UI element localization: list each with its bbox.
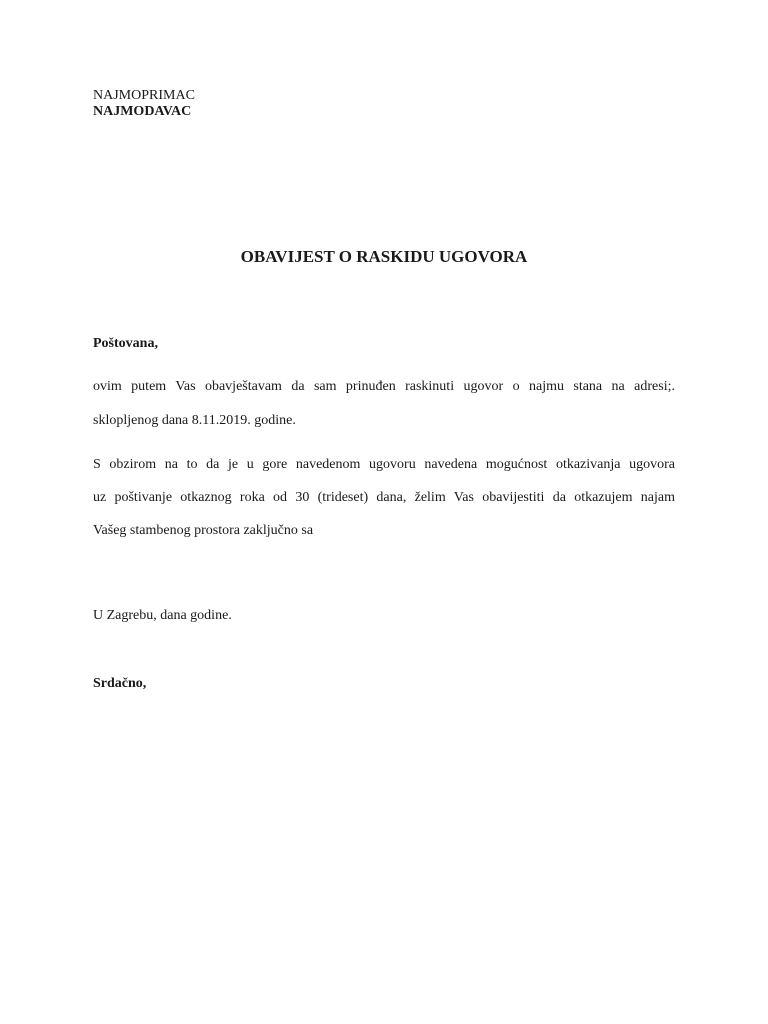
paragraph1-line2: sklopljenog dana 8.11.2019. godine. — [93, 413, 296, 428]
paragraph2-line2: uz poštivanje otkaznog roka od 30 (trideset) dana, želim Vas obavijestiti da otkazujem najam — [93, 490, 675, 505]
recipient-label: NAJMOPRIMAC — [93, 88, 195, 103]
closing: Srdačno, — [93, 676, 147, 691]
salutation: Poštovana, — [93, 336, 158, 351]
sender-label: NAJMODAVAC — [93, 104, 192, 119]
paragraph2-line3: Vašeg stambenog prostora zaključno sa — [93, 523, 314, 538]
place-date: U Zagrebu, dana godine. — [93, 608, 232, 623]
paragraph1-line1: ovim putem Vas obavještavam da sam prinuđen raskinuti ugovor o najmu stana na adresi;. — [93, 379, 675, 394]
document-title: OBAVIJEST O RASKIDU UGOVORA — [240, 247, 528, 266]
paragraph2-line1: S obzirom na to da je u gore navedenom ugovoru navedena mogućnost otkazivanja ugovora — [93, 457, 675, 472]
